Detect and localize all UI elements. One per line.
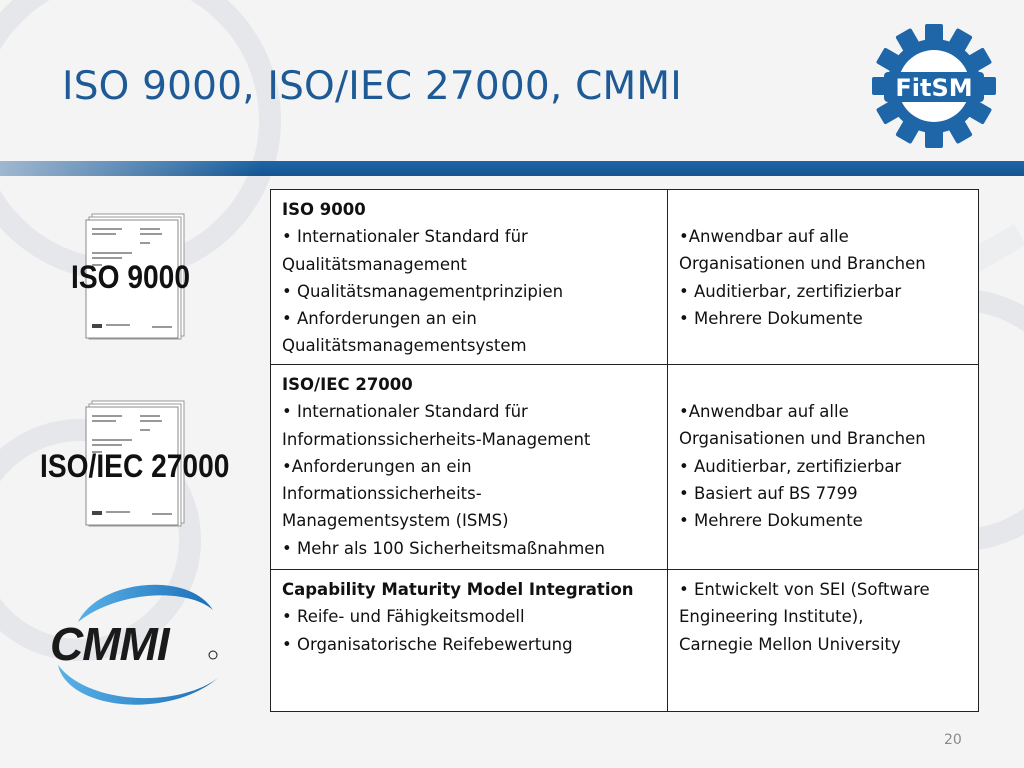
table-row-iso27000 [271, 365, 979, 570]
iso27000-label: ISO/IEC 27000 [40, 448, 230, 484]
cell-line: •Anwendbar auf alle [679, 227, 849, 246]
cell-line: Organisationen und Branchen [679, 429, 926, 449]
cell-line: • Organisatorische Reifebewertung [282, 634, 573, 654]
cell-line: • Mehrere Dokumente [679, 308, 863, 328]
iso27000-description-cell [271, 365, 668, 570]
fitsm-logo-text: FitSM [895, 74, 973, 102]
cell-line: •Anforderungen an ein [282, 456, 472, 476]
cell-line: Qualitätsmanagementsystem [282, 336, 527, 356]
page-number: 20 [944, 732, 962, 748]
cell-line: • Mehrere Dokumente [679, 511, 863, 531]
table-row-iso9000 [271, 190, 979, 365]
fitsm-gear-icon [870, 22, 998, 150]
table-row-cmmi [271, 570, 979, 712]
header-bar [0, 161, 1024, 176]
cell-line: Informationssicherheits-Management [282, 429, 591, 449]
cmmi-properties-cell [668, 570, 979, 712]
iso27000-properties-cell [668, 365, 979, 570]
cell-line: • Entwickelt von SEI (Software [679, 580, 930, 599]
cell-line: Managementsystem (ISMS) [282, 511, 509, 531]
cell-line: Qualitätsmanagement [282, 254, 467, 274]
cell-line: Carnegie Mellon University [679, 634, 901, 654]
cell-line: • Internationaler Standard für [282, 402, 528, 422]
cell-line: • Auditierbar, zertifizierbar [679, 456, 902, 476]
cell-heading: Capability Maturity Model Integration [282, 580, 634, 599]
cmmi-description-cell [271, 570, 668, 712]
cmmi-logo [38, 570, 238, 720]
cell-heading: ISO 9000 [282, 200, 366, 219]
cell-heading: ISO/IEC 27000 [282, 375, 413, 394]
cell-line: • Auditierbar, zertifizierbar [679, 281, 902, 301]
cell-line: Informationssicherheits- [282, 484, 482, 504]
cell-line: Engineering Institute), [679, 607, 864, 627]
cell-line: • Reife- und Fähigkeitsmodell [282, 607, 525, 627]
iso9000-label: ISO 9000 [71, 259, 190, 295]
cell-line: • Basiert auf BS 7799 [679, 483, 858, 503]
cell-line: • Mehr als 100 Sicherheitsmaßnahmen [282, 538, 605, 558]
slide-title: ISO 9000, ISO/IEC 27000, CMMI [62, 64, 682, 109]
cell-line: Organisationen und Branchen [679, 254, 926, 274]
iso9000-properties-cell [668, 190, 979, 365]
cell-line: • Anforderungen an ein [282, 309, 477, 329]
iso9000-description-cell [271, 190, 668, 365]
comparison-table [270, 189, 979, 712]
cmmi-logo-text: CMMI [50, 618, 169, 670]
cell-line: • Qualitätsmanagementprinzipien [282, 281, 564, 301]
cell-line: •Anwendbar auf alle [679, 402, 849, 421]
cell-line: • Internationaler Standard für [282, 227, 528, 247]
